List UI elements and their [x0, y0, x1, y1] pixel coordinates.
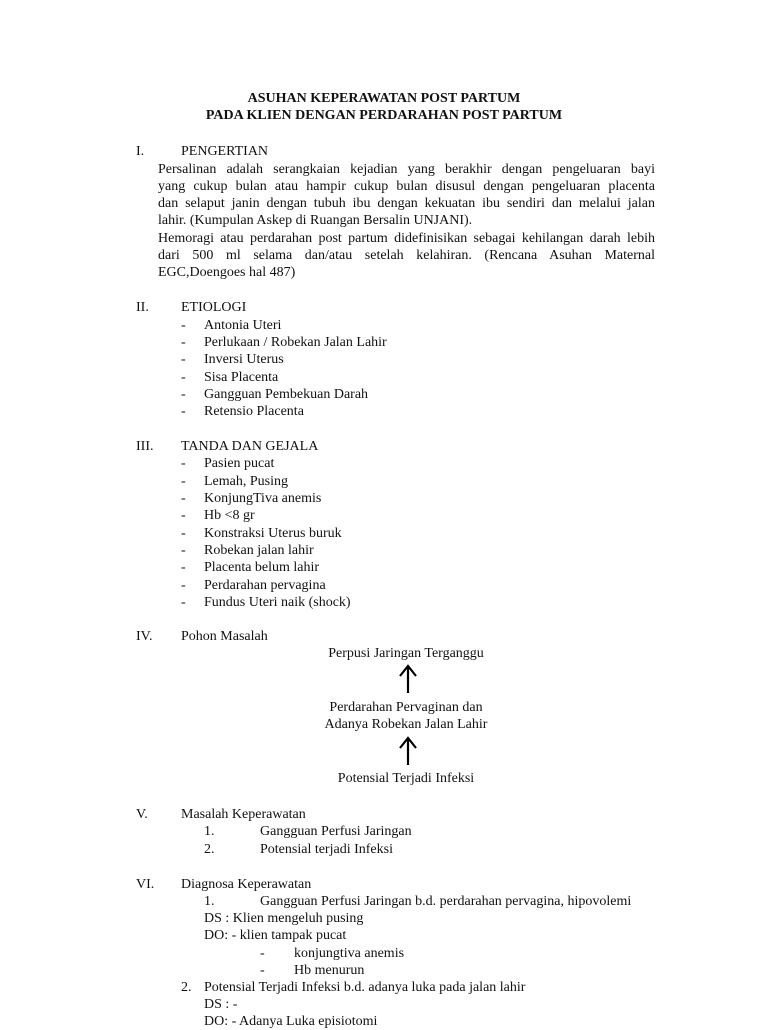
section-1-line: dan selaput janin dengan tubuh ibu dengan kekuatan ibu sendiri dan melalui jalan: [158, 196, 655, 211]
list-item: Perdarahan pervagina: [204, 578, 326, 593]
section-4-heading: Pohon Masalah: [181, 629, 268, 644]
diagnosis-1-number: 1.: [204, 894, 215, 909]
list-bullet: -: [181, 335, 186, 350]
section-1-heading: PENGERTIAN: [181, 144, 269, 159]
list-number: 2.: [204, 842, 215, 857]
section-5-number: V.: [136, 807, 148, 822]
diagnosis-2-ds: DS : -: [204, 997, 238, 1012]
list-item: Hb menurun: [294, 963, 365, 978]
section-1-line: Hemoragi atau perdarahan post partum didefinisikan sebagai kehilangan darah lebih: [158, 231, 655, 246]
diagnosis-2-text: Potensial Terjadi Infeksi b.d. adanya luka pada jalan lahir: [204, 980, 526, 995]
list-item: Pasien pucat: [204, 456, 275, 471]
section-2-heading: ETIOLOGI: [181, 300, 247, 315]
list-bullet: -: [181, 456, 186, 471]
list-bullet: -: [181, 370, 186, 385]
list-bullet: -: [181, 526, 186, 541]
diagnosis-1-ds: DS : Klien mengeluh pusing: [204, 911, 364, 926]
list-item: Potensial terjadi Infeksi: [260, 842, 393, 857]
list-bullet: -: [181, 560, 186, 575]
section-6-heading: Diagnosa Keperawatan: [181, 877, 312, 892]
list-bullet: -: [181, 595, 186, 610]
list-bullet: -: [181, 352, 186, 367]
list-item: konjungtiva anemis: [294, 946, 405, 961]
list-item: Gangguan Pembekuan Darah: [204, 387, 369, 402]
list-item: Gangguan Perfusi Jaringan: [260, 824, 412, 839]
diagnosis-1-do: DO: - klien tampak pucat: [204, 928, 347, 943]
list-bullet: -: [181, 318, 186, 333]
section-1-line: lahir. (Kumpulan Askep di Ruangan Bersalin UNJANI).: [158, 213, 473, 228]
problem-tree-middle-2: Adanya Robekan Jalan Lahir: [324, 717, 488, 732]
list-bullet: -: [181, 404, 186, 419]
section-1-line: yang cukup bulan atau hampir cukup bulan disusul dengan pengeluaran placenta: [158, 179, 655, 194]
problem-tree-top: Perpusi Jaringan Terganggu: [328, 646, 484, 661]
section-1-line: Persalinan adalah serangkaian kejadian yang berakhir dengan pengeluaran bayi: [158, 162, 655, 177]
up-arrow-icon: [398, 664, 418, 694]
section-3-number: III.: [136, 439, 154, 454]
list-item: Retensio Placenta: [204, 404, 304, 419]
list-bullet: -: [260, 946, 265, 961]
list-item: Inversi Uterus: [204, 352, 284, 367]
section-2-number: II.: [136, 300, 149, 315]
list-item: Perlukaan / Robekan Jalan Lahir: [204, 335, 387, 350]
diagnosis-1-text: Gangguan Perfusi Jaringan b.d. perdarahan pervagina, hipovolemi: [260, 894, 632, 909]
section-5-heading: Masalah Keperawatan: [181, 807, 306, 822]
document-title-line-2: PADA KLIEN DENGAN PERDARAHAN POST PARTUM: [205, 108, 563, 123]
list-item: Konstraksi Uterus buruk: [204, 526, 342, 541]
problem-tree-middle-1: Perdarahan Pervaginan dan: [329, 700, 483, 715]
up-arrow-icon: [398, 736, 418, 766]
section-3-heading: TANDA DAN GEJALA: [181, 439, 319, 454]
section-1-line: EGC,Doengoes hal 487): [158, 265, 296, 280]
list-bullet: -: [181, 543, 186, 558]
list-item: Lemah, Pusing: [204, 474, 288, 489]
problem-tree-bottom: Potensial Terjadi Infeksi: [337, 771, 475, 786]
section-1-number: I.: [136, 144, 145, 159]
section-6-number: VI.: [136, 877, 155, 892]
list-item: Hb <8 gr: [204, 508, 255, 523]
list-bullet: -: [181, 474, 186, 489]
list-item: Antonia Uteri: [204, 318, 282, 333]
list-item: Robekan jalan lahir: [204, 543, 314, 558]
list-item: KonjungTiva anemis: [204, 491, 322, 506]
list-bullet: -: [181, 491, 186, 506]
list-bullet: -: [181, 508, 186, 523]
section-4-number: IV.: [136, 629, 153, 644]
diagnosis-2-do: DO: - Adanya Luka episiotomi: [204, 1014, 378, 1029]
list-bullet: -: [181, 387, 186, 402]
document-title-line-1: ASUHAN KEPERAWATAN POST PARTUM: [247, 91, 521, 106]
list-item: Sisa Placenta: [204, 370, 279, 385]
list-bullet: -: [260, 963, 265, 978]
section-1-line: dari 500 ml selama dan/atau setelah kelahiran. (Rencana Asuhan Maternal: [158, 248, 655, 263]
diagnosis-2-number: 2.: [181, 980, 192, 995]
list-item: Placenta belum lahir: [204, 560, 320, 575]
list-item: Fundus Uteri naik (shock): [204, 595, 351, 610]
list-bullet: -: [181, 578, 186, 593]
list-number: 1.: [204, 824, 215, 839]
